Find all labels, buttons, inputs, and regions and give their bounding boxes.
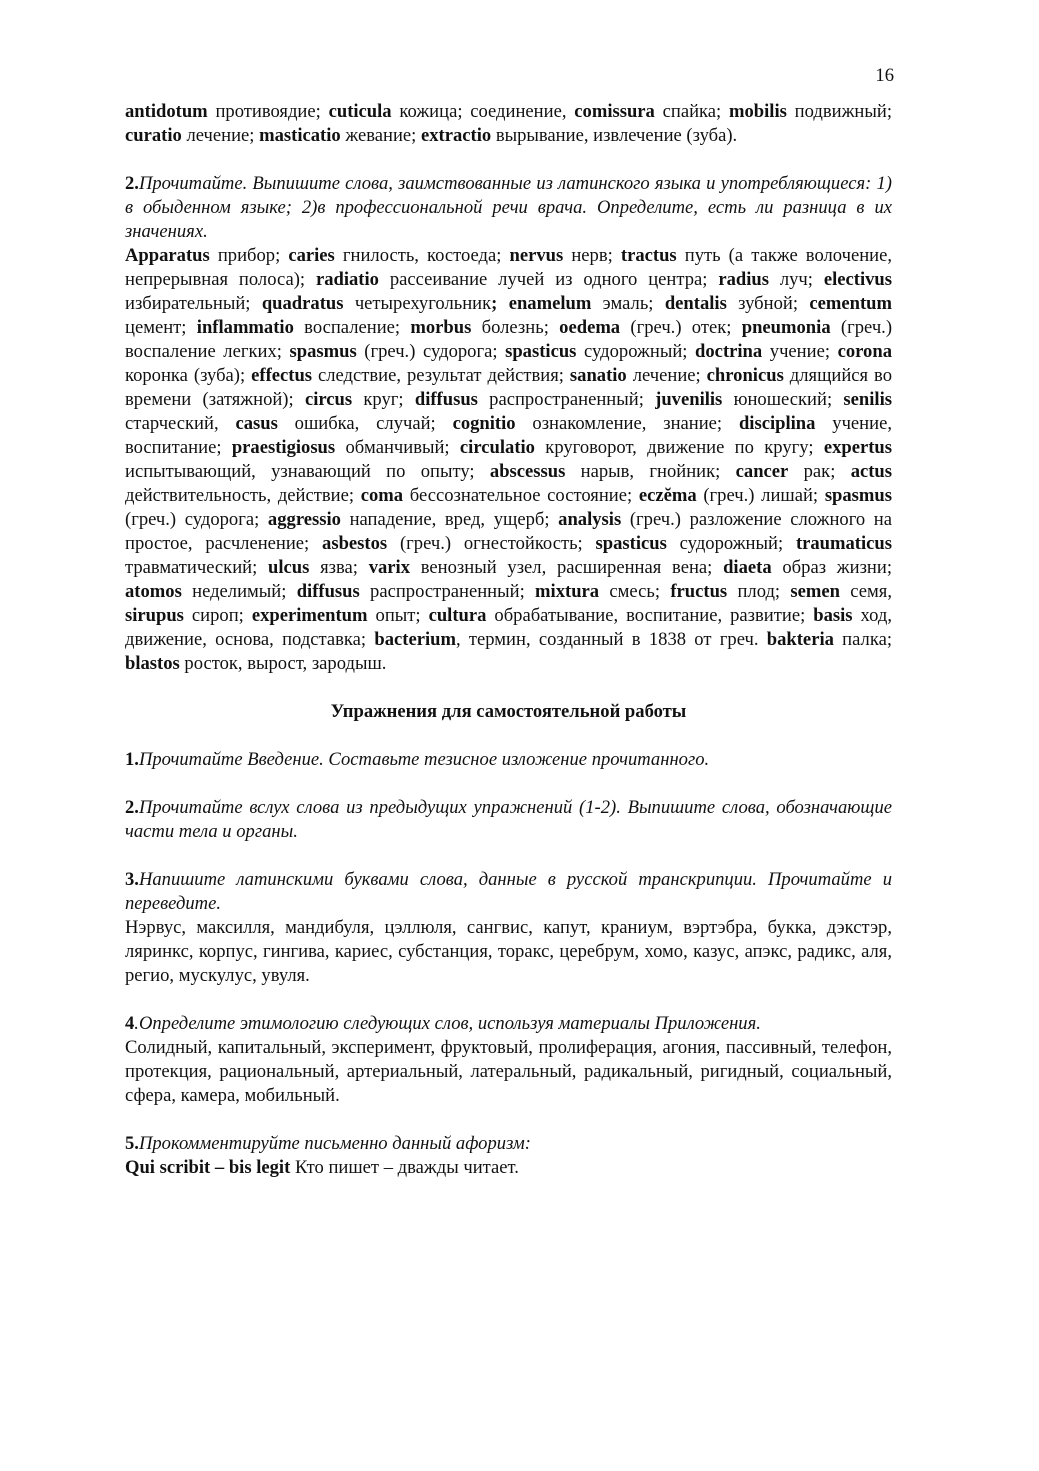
latin-term: Apparatus xyxy=(125,245,210,266)
page-content xyxy=(125,100,892,1180)
latin-term: diffusus xyxy=(296,581,360,602)
term-gloss: болезнь; xyxy=(471,317,560,338)
latin-term: circus xyxy=(304,389,353,410)
term-gloss: распространенный; xyxy=(359,581,536,602)
term-gloss: распространенный; xyxy=(477,389,656,410)
self-exercise-4-body: Солидный, капитальный, эксперимент, фруктовый, пролиферация, агония, пассивный, телефон, протекция, рациональный, артериальный, латеральный, радикальный, ригидный, социальный, сфера, камера, мобильный. xyxy=(125,1037,892,1106)
term-gloss: рассеивание лучей из одного центра; xyxy=(378,269,719,290)
term-gloss: травматический; xyxy=(125,557,269,578)
latin-term: caries xyxy=(288,245,335,266)
exercise-2-instruction xyxy=(125,172,892,244)
term-gloss: противоядие; xyxy=(207,101,329,122)
term-gloss: (греч.) огнестойкость; xyxy=(387,533,596,554)
term-gloss: ход, движение, основа, подставка; xyxy=(125,605,892,650)
latin-term: senilis xyxy=(843,389,892,410)
latin-term: electivus xyxy=(823,269,892,290)
term-gloss: нерв; xyxy=(563,245,621,266)
latin-term: effectus xyxy=(251,365,313,386)
latin-term: abscessus xyxy=(489,461,566,482)
term-gloss: эмаль; xyxy=(591,293,665,314)
latin-term: atomos xyxy=(125,581,182,602)
term-gloss: смесь; xyxy=(599,581,671,602)
aphorism xyxy=(125,1156,892,1180)
term-gloss: сироп; xyxy=(183,605,252,626)
term-gloss: действительность, действие; xyxy=(125,485,361,506)
latin-term: cementum xyxy=(809,293,892,314)
latin-term: quadratus xyxy=(261,293,344,314)
latin-term: basis xyxy=(813,605,853,626)
term-gloss: учение; xyxy=(762,341,838,362)
term-gloss: обманчивый; xyxy=(335,437,460,458)
term-gloss: (греч.) судорога; xyxy=(356,341,506,362)
exercise-instruction-text: Прочитайте вслух слова из предыдущих упражнений (1-2). Выпишите слова, обозначающие части тела и органы. xyxy=(125,797,892,842)
latin-term: blastos xyxy=(125,653,180,674)
exercise-instruction-text: .Определите этимологию следующих слов, используя материалы Приложения. xyxy=(134,1013,761,1034)
term-gloss: старческий, xyxy=(125,413,236,434)
latin-term: morbus xyxy=(410,317,472,338)
latin-term: dentalis xyxy=(664,293,727,314)
term-gloss: путь (а также волочение, непрерывная полоса); xyxy=(125,245,892,290)
term-gloss: зубной; xyxy=(726,293,810,314)
self-exercise-3-instruction xyxy=(125,868,892,916)
term-gloss: семя, xyxy=(839,581,892,602)
term-gloss: опыт; xyxy=(367,605,429,626)
latin-term: sanatio xyxy=(569,365,627,386)
self-exercise-2-instruction xyxy=(125,796,892,844)
exercise-instruction-text: Напишите латинскими буквами слова, данные в русской транскрипции. Прочитайте и переведите. xyxy=(125,869,892,914)
latin-term: comissura xyxy=(574,101,655,122)
latin-term: nervus xyxy=(509,245,564,266)
term-gloss: (греч.) лишай; xyxy=(696,485,825,506)
latin-term: cuticula xyxy=(328,101,392,122)
latin-term: bakteria xyxy=(766,629,834,650)
latin-term: inflammatio xyxy=(196,317,294,338)
latin-term: curatio xyxy=(125,125,182,146)
latin-term: antidotum xyxy=(125,101,208,122)
term-gloss: цемент; xyxy=(125,317,197,338)
term-gloss: длящийся во времени (затяжной); xyxy=(125,365,892,410)
term-gloss: лечение; xyxy=(181,125,260,146)
latin-term: traumaticus xyxy=(795,533,892,554)
latin-term: eczĕma xyxy=(638,485,697,506)
page-number: 16 xyxy=(875,65,894,86)
self-exercise-5-instruction xyxy=(125,1132,892,1156)
exercise-number: 4 xyxy=(125,1013,135,1034)
term-gloss: луч; xyxy=(768,269,824,290)
term-gloss: прибор; xyxy=(209,245,289,266)
latin-term: radiatio xyxy=(315,269,379,290)
latin-term: expertus xyxy=(823,437,892,458)
exercise-number: 2. xyxy=(125,797,139,818)
self-exercise-3-body: Нэрвус, максилля, мандибуля, цэллюля, сангвис, капут, краниум, вэртэбра, букка, дэкстэр, ляринкс, корпус, гингива, кариес, субстанция, торакс, церебрум, хомо, казус, апэкс, радикс, аля, регио, мускулус, увуля. xyxy=(125,917,892,986)
latin-term: ulcus xyxy=(268,557,310,578)
vocabulary-paragraph-intro xyxy=(125,100,892,148)
latin-term: corona xyxy=(837,341,892,362)
self-exercise-4-instruction xyxy=(125,1012,892,1036)
latin-term: fructus xyxy=(670,581,728,602)
term-gloss: плод; xyxy=(727,581,791,602)
term-gloss: нарыв, гнойник; xyxy=(565,461,736,482)
latin-term: experimentum xyxy=(251,605,368,626)
latin-term: circulatio xyxy=(459,437,535,458)
exercise-number: 5. xyxy=(125,1133,139,1154)
term-gloss: учение, воспитание; xyxy=(125,413,892,458)
latin-term: spasmus xyxy=(824,485,892,506)
latin-term: casus xyxy=(235,413,278,434)
latin-term: ; enamelum xyxy=(491,293,592,314)
latin-term: bacterium xyxy=(374,629,456,650)
latin-term: juvenilis xyxy=(655,389,723,410)
latin-term: sirupus xyxy=(125,605,184,626)
latin-term: asbestos xyxy=(322,533,388,554)
latin-term: cultura xyxy=(428,605,487,626)
exercise-instruction-text: Прочитайте. Выпишите слова, заимствованные из латинского языка и употребляющиеся: 1) в обыденном языке; 2)в профессиональной речи врача. Определите, есть ли разница в их значениях. xyxy=(125,173,892,242)
term-gloss: судорожный; xyxy=(576,341,696,362)
term-gloss: неделимый; xyxy=(181,581,297,602)
term-gloss: (греч.) судорога; xyxy=(125,509,268,530)
term-gloss: избирательный; xyxy=(125,293,262,314)
latin-term: praestigiosus xyxy=(231,437,336,458)
latin-term: analysis xyxy=(558,509,622,530)
latin-term: tractus xyxy=(620,245,677,266)
term-gloss: обрабатывание, воспитание, развитие; xyxy=(486,605,814,626)
term-gloss: язва; xyxy=(309,557,369,578)
term-gloss: палка; xyxy=(833,629,893,650)
latin-term: doctrina xyxy=(695,341,763,362)
term-gloss: гнилость, костоеда; xyxy=(334,245,510,266)
latin-term: oedema xyxy=(559,317,621,338)
section-heading: Упражнения для самостоятельной работы xyxy=(330,701,687,722)
term-gloss: ознакомление, знание; xyxy=(515,413,739,434)
latin-term: actus xyxy=(850,461,893,482)
term-gloss: ошибка, случай; xyxy=(277,413,453,434)
vocabulary-paragraph-exercise-2 xyxy=(125,244,892,676)
latin-term: diaeta xyxy=(723,557,772,578)
exercise-instruction-text: Прочитайте Введение. Составьте тезисное изложение прочитанного. xyxy=(138,749,710,770)
term-gloss: венозный узел, расширенная вена; xyxy=(410,557,724,578)
term-gloss: жевание; xyxy=(340,125,421,146)
latin-term: semen xyxy=(790,581,840,602)
term-gloss: образ жизни; xyxy=(771,557,892,578)
term-gloss: рак; xyxy=(788,461,851,482)
latin-term: mobilis xyxy=(729,101,787,122)
latin-term: chronicus xyxy=(706,365,784,386)
term-gloss: подвижный; xyxy=(786,101,892,122)
term-gloss: спайка; xyxy=(654,101,730,122)
exercise-instruction-text: Прокомментируйте письменно данный афоризм: xyxy=(138,1133,531,1154)
term-gloss: испытывающий, узнавающий по опыту; xyxy=(125,461,490,482)
term-gloss: (греч.) отек; xyxy=(620,317,742,338)
term-gloss: следствие, результат действия; xyxy=(312,365,570,386)
latin-term: varix xyxy=(368,557,411,578)
latin-term: spasmus xyxy=(289,341,357,362)
exercise-number: 3. xyxy=(125,869,139,890)
term-gloss: коронка (зуба); xyxy=(125,365,252,386)
latin-term: pneumonia xyxy=(741,317,831,338)
term-gloss: (греч.) разложение сложного на простое, расчленение; xyxy=(125,509,892,554)
self-exercise-1-instruction xyxy=(125,748,892,772)
aphorism-latin: Qui scribit – bis legit xyxy=(125,1157,291,1178)
term-gloss: юношеский; xyxy=(722,389,844,410)
latin-term: disciplina xyxy=(738,413,816,434)
latin-term: spasticus xyxy=(505,341,577,362)
term-gloss: росток, вырост, зародыш. xyxy=(179,653,387,674)
term-gloss: кожица; соединение, xyxy=(391,101,575,122)
term-gloss: четырехугольник xyxy=(343,293,492,314)
term-gloss: круговорот, движение по кругу; xyxy=(534,437,824,458)
term-gloss: воспаление; xyxy=(293,317,411,338)
latin-term: mixtura xyxy=(535,581,600,602)
latin-term: masticatio xyxy=(259,125,341,146)
term-gloss: вырывание, извлечение (зуба). xyxy=(491,125,738,146)
latin-term: cancer xyxy=(735,461,789,482)
latin-term: extractio xyxy=(420,125,492,146)
term-gloss: (греч.) воспаление легких; xyxy=(125,317,893,362)
term-gloss: бессознательное состояние; xyxy=(403,485,639,506)
latin-term: coma xyxy=(360,485,404,506)
aphorism-translation: Кто пишет – дважды читает. xyxy=(290,1157,519,1178)
latin-term: cognitio xyxy=(452,413,516,434)
term-gloss: судорожный; xyxy=(666,533,796,554)
exercise-number: 1. xyxy=(125,749,139,770)
term-gloss: лечение; xyxy=(626,365,707,386)
latin-term: aggressio xyxy=(267,509,341,530)
term-gloss: , термин, созданный в 1838 от греч. xyxy=(455,629,767,650)
term-gloss: круг; xyxy=(352,389,415,410)
term-gloss: нападение, вред, ущерб; xyxy=(340,509,559,530)
latin-term: spasticus xyxy=(595,533,667,554)
exercise-number: 2. xyxy=(125,173,139,194)
latin-term: radius xyxy=(718,269,769,290)
latin-term: diffusus xyxy=(414,389,478,410)
